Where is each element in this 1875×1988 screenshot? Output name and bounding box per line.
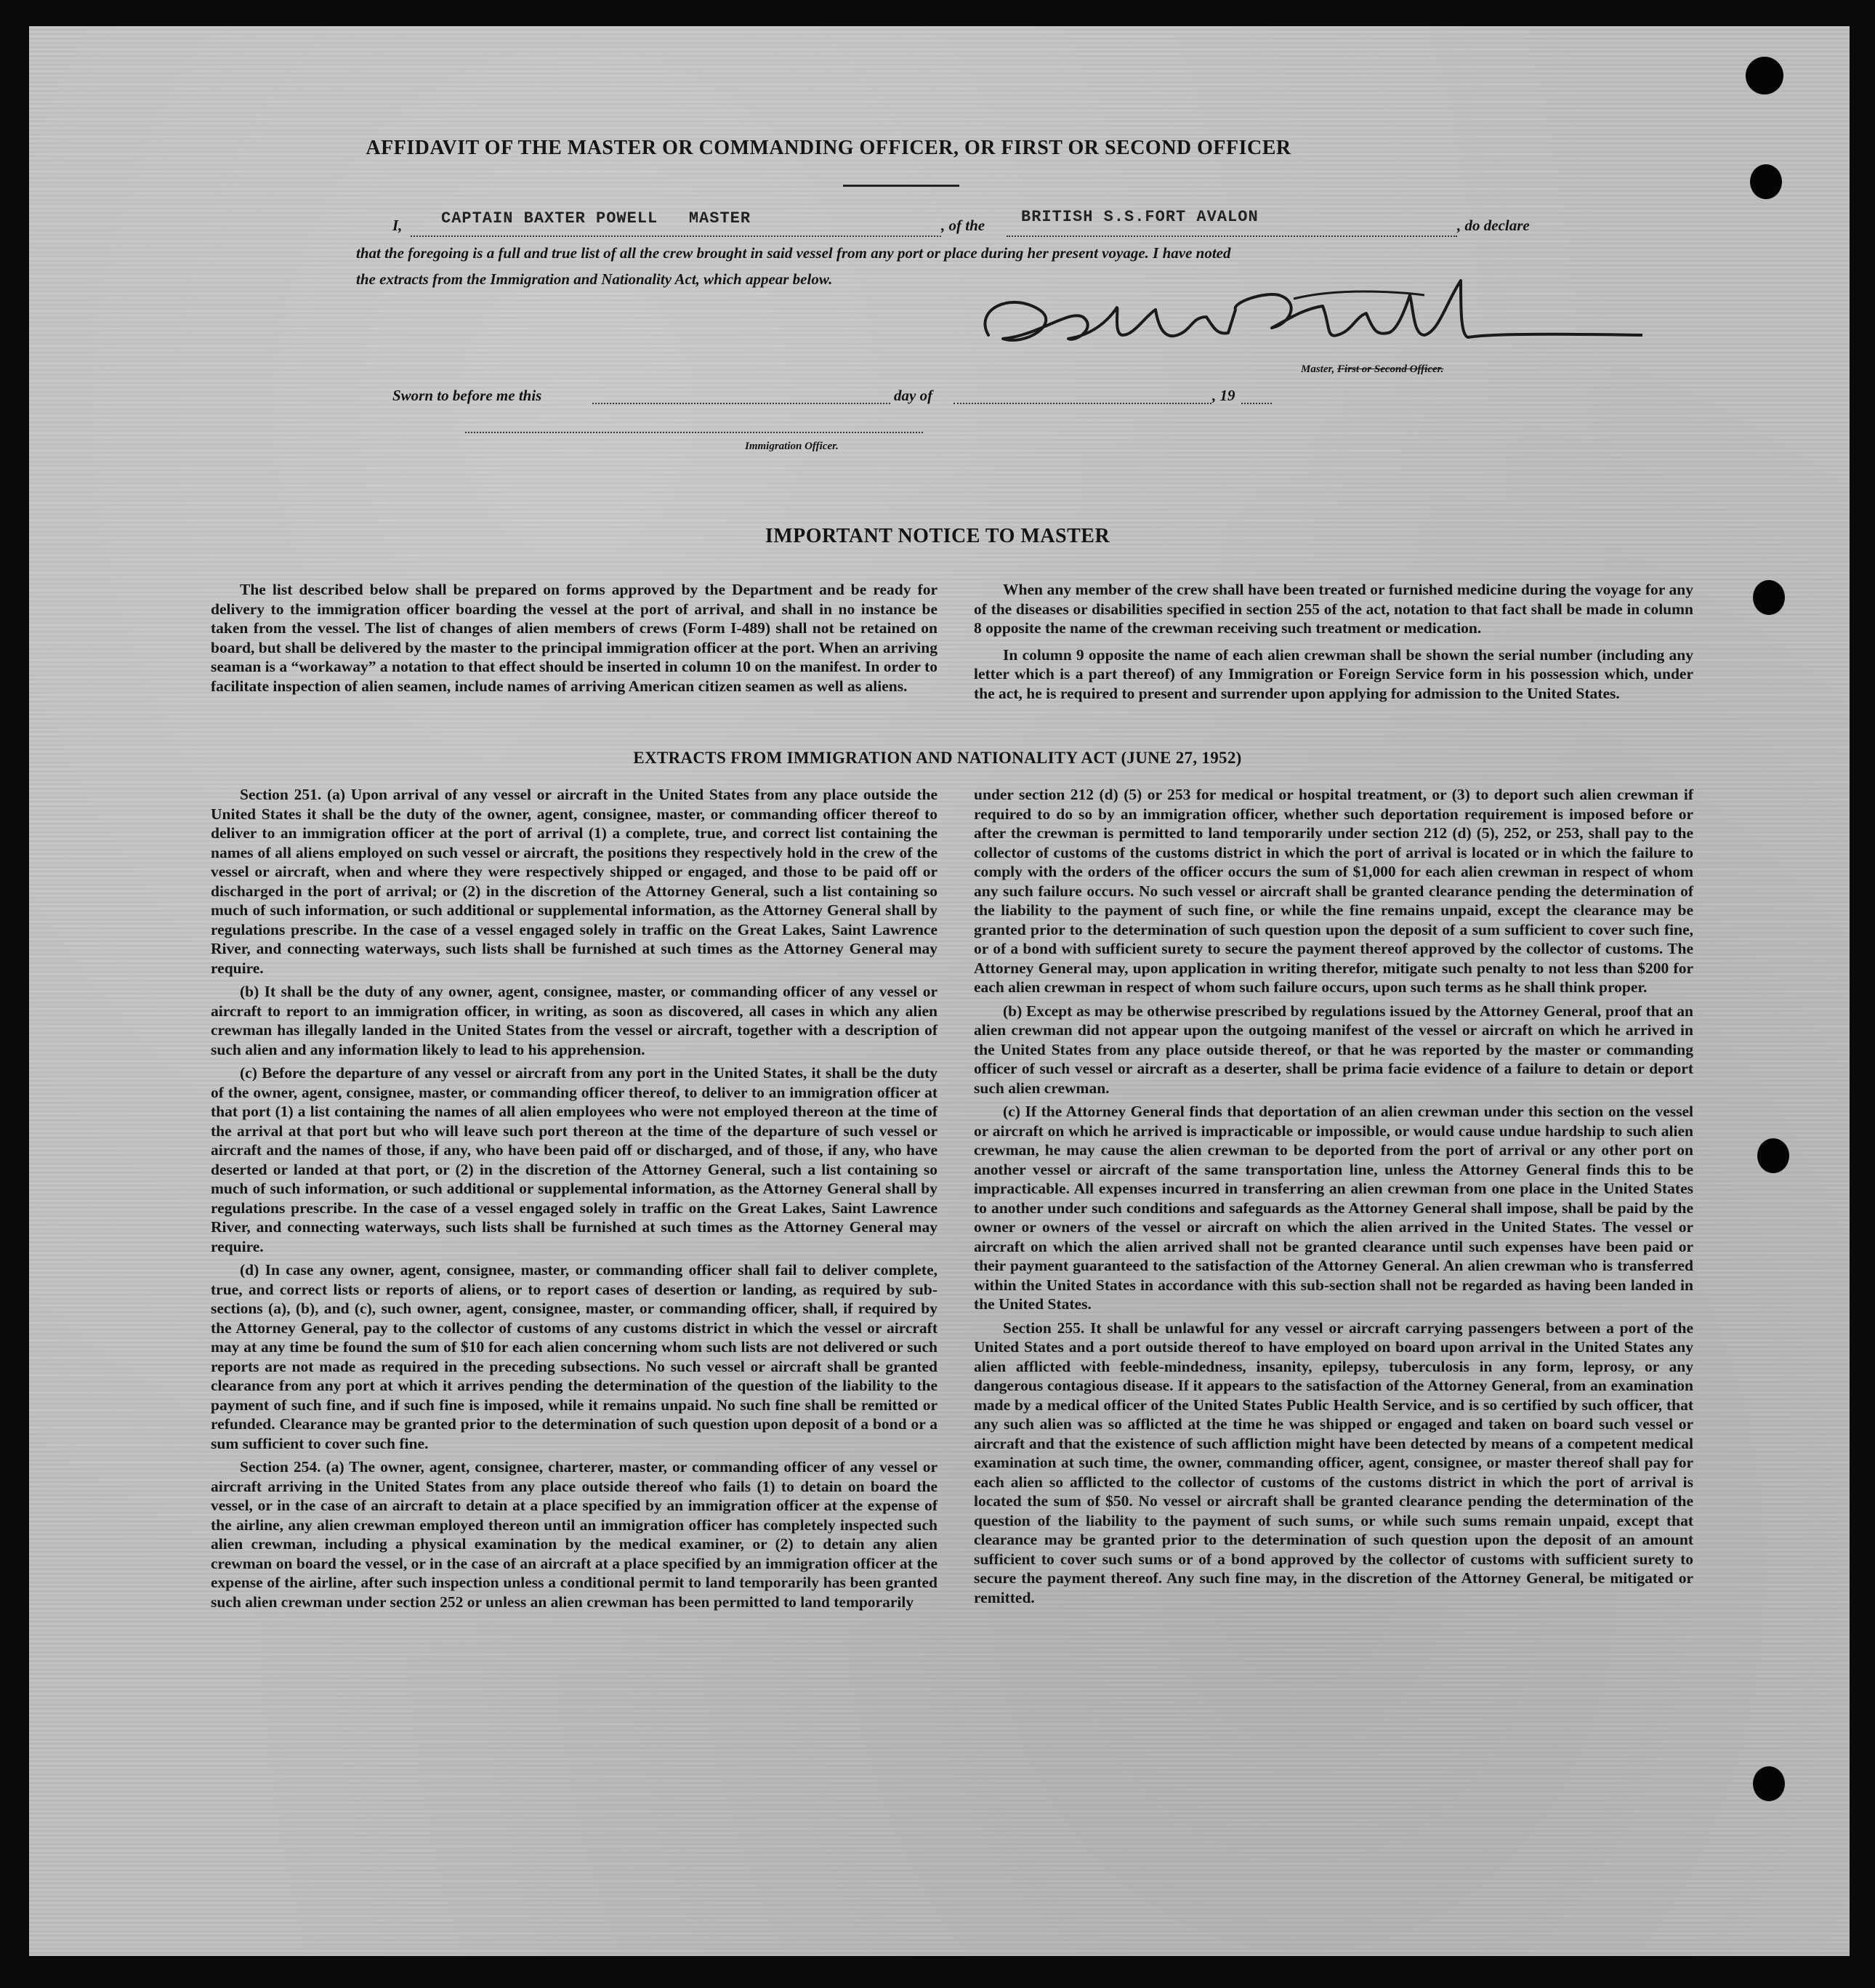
sworn-label: Sworn to before me this	[392, 387, 542, 404]
extract-right-paragraph: Section 255. It shall be unlawful for any vessel or aircraft carrying passengers between a port of the United States and a port outside thereof to have employed on board upon arrival in the United States any alien afflicted with feeble-mindedness, insanity, epilepsy, tuberculosis in any form, leprosy, or any dangerous contagious disease. If it appears to the satisfaction of the Attorney General, from an examination made by a medical officer of the United States Public Health Service, and is so certified by such officer, that any such alien was so afflicted at the time he was shipped or engaged and taken on board such vessel or aircraft and that the existence of such affliction might have been detected by means of a competent medical examination at such time, the owner, commanding officer, agent, consignee, or master thereof shall pay for each alien so afflicted to the collector of customs of the customs district in which the port of arrival is located the sum of $50. No vessel or aircraft shall be granted clearance pending the determination of the question of the liability to the payment of such sums, or while such sums remain unpaid, except that clearance may be granted prior to the determination of such question upon the deposit of an amount sufficient to cover such sums or of a bond approved by the collector of customs with sufficient surety to secure the payment thereof. Any such fine may, in the discretion of the Attorney General, be mitigated or remitted.	[974, 1319, 1693, 1606]
immigration-officer-line	[465, 410, 923, 433]
signature-title-struck: First or Second Officer.	[1337, 363, 1444, 375]
extract-left-paragraph: (b) It shall be the duty of any owner, agent, consignee, master, or commanding officer of any vessel or aircraft to report to an immigration officer, in writing, as soon as discovered, all cases in which any alien crewman has illegally landed in the United States from the vessel or aircraft, together with a description of such alien and any information likely to lead to his apprehension.	[211, 983, 938, 1058]
immigration-officer-label: Immigration Officer.	[745, 440, 839, 452]
of-the-label: , of the	[941, 217, 985, 234]
notice-right-paragraph-1: When any member of the crew shall have been treated or furnished medicine during the voyage for any of the diseases or disabilities specified in section 255 of the act, notation to that fact shall be made in column 8 opposite the name of the crewman receiving such treatment or medication.	[974, 581, 1693, 637]
extracts-right-column	[974, 785, 1693, 1611]
punch-hole	[1757, 1138, 1789, 1173]
affidavit-title: AFFIDAVIT OF THE MASTER OR COMMANDING OFFICER, OR FIRST OR SECOND OFFICER	[366, 137, 1291, 159]
statement-line-2: the extracts from the Immigration and Nationality Act, which appear below.	[356, 270, 833, 288]
vessel-line	[1007, 208, 1457, 237]
extract-left-paragraph: Section 251. (a) Upon arrival of any vessel or aircraft in the United States from any place outside the United States it shall be the duty of the owner, agent, consignee, master, or commanding officer thereof to deliver to an immigration officer at the port of arrival (1) a complete, true, and correct list containing the names of all aliens employed on such vessel or aircraft, the positions they respectively hold in the crew of the vessel or aircraft, when and where they were respectively shipped or engaged, and those to be paid off or discharged in the port of arrival; or (2) in the discretion of the Attorney General, such a list containing so much of such information, or such additional or supplemental information, as the Attorney General shall by regulations prescribe. In the case of a vessel engaged solely in traffic on the Great Lakes, Saint Lawrence River, and connecting waterways, such lists shall be furnished at such times as the Attorney General may require.	[211, 786, 938, 977]
day-of-label: day of	[894, 387, 933, 404]
notice-right-column	[974, 580, 1693, 707]
extract-left-paragraph: (d) In case any owner, agent, consignee, master, or commanding officer shall fail to deliver complete, true, and correct lists or reports of aliens, or to report cases of desertion or landing, as required by sub-sections (a), (b), and (c), such owner, agent, consignee, master, or commanding officer, shall, if required by the Attorney General, pay to the collector of customs of any customs district in which the vessel or aircraft may at any time be found the sum of $10 for each alien concerning whom such lists are not delivered or such reports are not made as required in the preceding subsections. No such vessel or aircraft shall be granted clearance from any port at which it arrives pending the determination of the question of the liability to the payment of such fine, and if such fine is imposed, while it remains unpaid. No such fine shall be remitted or refunded. Clearance may be granted prior to the determination of such question upon deposit of a bond or a sum sufficient to cover such fine.	[211, 1261, 938, 1452]
extract-right-paragraph: (c) If the Attorney General finds that deportation of an alien crewman under this section on the vessel or aircraft on which he arrived is impracticable or impossible, or would cause undue hardship to such alien crewman, he may cause the alien crewman to be deported from the port of arrival or any other port on another vessel or aircraft of the same transportation line, unless the Attorney General finds this to be impracticable. All expenses incurred in transferring an alien crewman from one place in the United States to another under such conditions and safeguards as the Attorney General shall impose, shall be paid by the owner or owners of the vessel or aircraft on which the alien arrived in the United States. The vessel or aircraft on which the alien arrived shall not be granted clearance until such expenses have been paid or their payment guaranteed to the satisfaction of the Attorney General. An alien crewman who is transferred within the United States in accordance with this sub-section shall not be regarded as having been landed in the United States.	[974, 1103, 1693, 1313]
extract-right-paragraph: under section 212 (d) (5) or 253 for medical or hospital treatment, or (3) to deport such alien crewman if required to do so by an immigration officer, whether such deportation requirement is imposed before or after the crewman is permitted to land temporarily under section 212 (d) (5), 252, or 253, shall pay to the collector of customs of the customs district in which the port of arrival is located or in which the failure to comply with the orders of the officer occurs the sum of $1,000 for each alien crewman in respect of whom any such failure occurs. No such vessel or aircraft shall be granted clearance pending the determination of the liability to the payment of such fine, or while the fine remains unpaid, except the clearance may be granted prior to the determination of such question upon the deposit of a sum sufficient to cover such fine, or of a bond with sufficient surety to secure the payment thereof approved by the collector of customs. The Attorney General may, upon application in writing therefor, mitigate such penalty to not less than $200 for each alien crewman in respect of whom such failure occurs, upon such terms as he shall think proper.	[974, 786, 1693, 996]
punch-hole	[1746, 57, 1783, 94]
title-rule	[843, 185, 959, 187]
extract-left-paragraph: (c) Before the departure of any vessel or aircraft from any port in the United States, it shall be the duty of the owner, agent, consignee, master, or commanding officer thereof, to deliver to an immigration officer at that port (1) a list containing the names of all alien employees who were not employed thereon at the time of the arrival at that port but who will leave such port thereon at the time of the departure of such vessel or aircraft and the names of those, if any, who have been paid off or discharged, and of those, if any, who have deserted or landed at that port, or (2) in the discretion of the Attorney General, such a list containing so much of such information, or such additional or supplemental information, as the Attorney General shall by regulations prescribe. In the case of a vessel engaged solely in traffic on the Great Lakes, Saint Lawrence River, and connecting waterways, such lists shall be furnished at such times as the Attorney General may require.	[211, 1064, 938, 1255]
punch-hole	[1753, 580, 1785, 615]
extract-left-paragraph: Section 254. (a) The owner, agent, consignee, charterer, master, or commanding officer of any vessel or aircraft arriving in the United States from any place outside thereof who fails (1) to detain on board the vessel, or in the case of an aircraft to detain at a place specified by an immigration officer at the expense of the airline, any alien crewman employed thereon until an immigration officer has completely inspected such alien crewman, including a physical examination by the medical examiner, or (2) to detain any alien crewman on board the vessel, or in the case of an aircraft at a place specified by an immigration officer at the expense of the airline, after such inspection unless a conditional permit to land temporarily has been granted such alien crewman under section 252 or unless an alien crewman has been permitted to land temporarily	[211, 1458, 938, 1611]
punch-hole	[1753, 1766, 1785, 1801]
year-prefix: , 19	[1212, 387, 1235, 404]
sworn-year-line	[1241, 385, 1272, 404]
i-label: I,	[392, 217, 403, 234]
declarant-name: CAPTAIN BAXTER POWELL MASTER	[441, 209, 751, 228]
declarant-line	[411, 209, 941, 237]
sworn-month-line	[953, 385, 1211, 404]
signature-title	[1301, 363, 1443, 376]
statement-line-1: that the foregoing is a full and true list of all the crew brought in said vessel from any port or place during her present voyage. I have noted	[356, 244, 1231, 262]
do-declare-label: , do declare	[1457, 217, 1530, 234]
master-signature	[959, 266, 1642, 368]
punch-hole	[1750, 164, 1782, 199]
signature-title-master: Master,	[1301, 363, 1335, 375]
notice-title: IMPORTANT NOTICE TO MASTER	[765, 525, 1110, 547]
vessel-name: BRITISH S.S.FORT AVALON	[1021, 208, 1259, 226]
sworn-day-line	[592, 385, 890, 404]
extract-right-paragraph: (b) Except as may be otherwise prescribed by regulations issued by the Attorney General, proof that an alien crewman did not appear upon the outgoing manifest of the vessel or aircraft on which he arrived in the United States from any place outside thereof, or that he was reported by the master or commanding officer of such vessel or aircraft as a deserter, shall be prima facie evidence of a failure to detain or deport such alien crewman.	[974, 1002, 1693, 1097]
notice-left-column	[211, 580, 938, 700]
extracts-left-column	[211, 785, 938, 1616]
document-page	[29, 26, 1850, 1956]
extracts-title: EXTRACTS FROM IMMIGRATION AND NATIONALITY ACT (JUNE 27, 1952)	[633, 749, 1242, 767]
notice-left-paragraph: The list described below shall be prepared on forms approved by the Department and be ready for delivery to the immigration officer boarding the vessel at the port of arrival, and shall in no instance be taken from the vessel. The list of changes of alien members of crews (Form I-489) shall not be retained on board, but shall be delivered by the master to the principal immigration officer at the port. When an arriving seaman is a “workaway” a notation to that effect should be inserted in column 10 on the manifest. In order to facilitate inspection of alien seamen, include names of arriving American citizen seamen as well as aliens.	[211, 581, 938, 695]
notice-right-paragraph-2: In column 9 opposite the name of each alien crewman shall be shown the serial number (including any letter which is a part thereof) of any Immigration or Foreign Service form in his possession which, under the act, he is required to present and surrender upon applying for admission to the United States.	[974, 645, 1693, 702]
